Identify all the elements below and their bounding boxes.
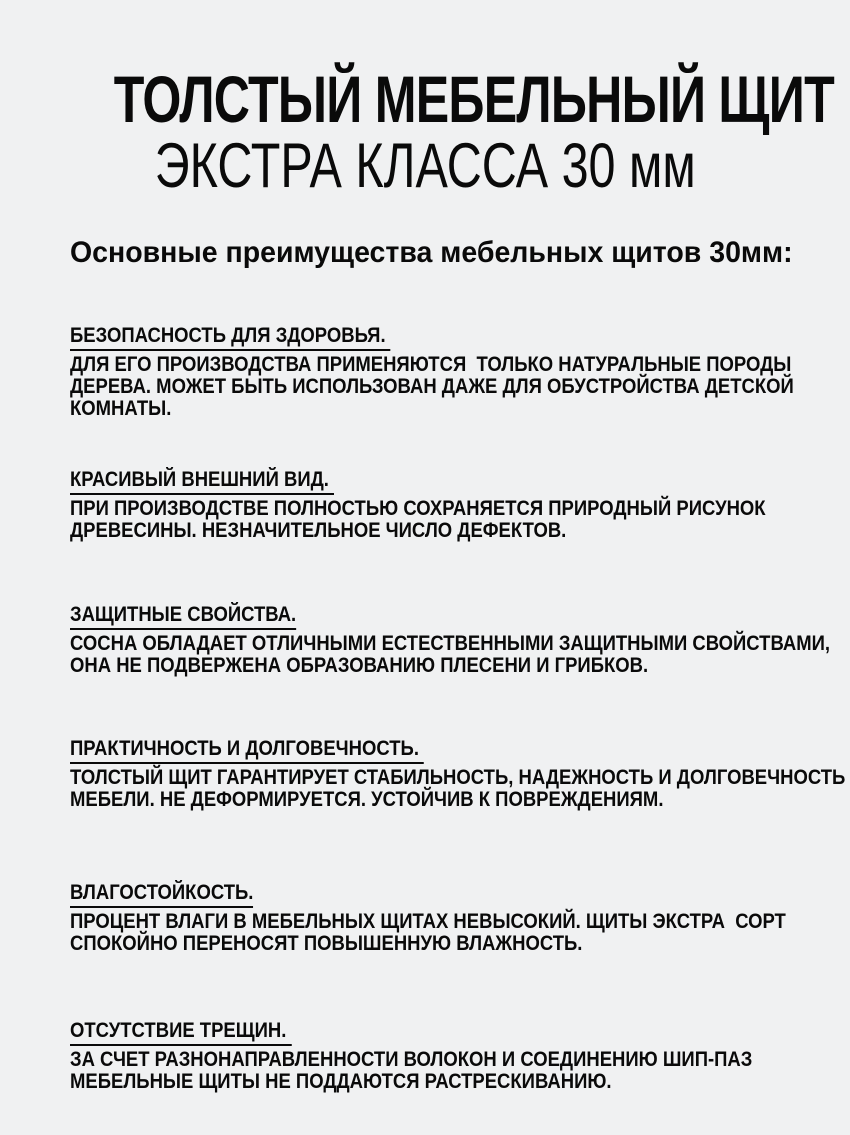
advantage-title: ВЛАГОСТОЙКОСТЬ. xyxy=(70,882,253,908)
advantage-text-line: СПОКОЙНО ПЕРЕНОСЯТ ПОВЫШЕННУЮ ВЛАЖНОСТЬ. xyxy=(70,932,583,955)
advantage-text-line: МЕБЕЛЬНЫЕ ЩИТЫ НЕ ПОДДАЮТСЯ РАСТРЕСКИВАНИЮ. xyxy=(70,1070,612,1093)
advantage-text-line: ПРИ ПРОИЗВОДСТВЕ ПОЛНОСТЬЮ СОХРАНЯЕТСЯ ПРИРОДНЫЙ РИСУНОК xyxy=(70,497,766,520)
advantage-text-line: ПРОЦЕНТ ВЛАГИ В МЕБЕЛЬНЫХ ЩИТАХ НЕВЫСОКИЙ. ЩИТЫ ЭКСТРА СОРТ xyxy=(70,910,786,933)
section-no-cracks xyxy=(70,1020,752,1093)
section-practicality-durability xyxy=(70,738,845,811)
advantage-text-line: ДРЕВЕСИНЫ. НЕЗНАЧИТЕЛЬНОЕ ЧИСЛО ДЕФЕКТОВ. xyxy=(70,519,567,542)
advantages-heading: Основные преимущества мебельных щитов 30мм: xyxy=(70,236,793,269)
advantage-title: ПРАКТИЧНОСТЬ И ДОЛГОВЕЧНОСТЬ. xyxy=(70,738,424,764)
advantage-text-line: ТОЛСТЫЙ ЩИТ ГАРАНТИРУЕТ СТАБИЛЬНОСТЬ, НАДЕЖНОСТЬ И ДОЛГОВЕЧНОСТЬ xyxy=(70,766,846,789)
advantage-text-line: ЗА СЧЕТ РАЗНОНАПРАВЛЕННОСТИ ВОЛОКОН И СОЕДИНЕНИЮ ШИП-ПАЗ xyxy=(70,1048,753,1071)
advantage-text-line: ОНА НЕ ПОДВЕРЖЕНА ОБРАЗОВАНИЮ ПЛЕСЕНИ И ГРИБКОВ. xyxy=(70,654,649,677)
page-subheader xyxy=(0,133,850,199)
page-header xyxy=(0,64,850,134)
section-health-safety xyxy=(70,325,794,420)
advantage-title: ЗАЩИТНЫЕ СВОЙСТВА. xyxy=(70,604,296,630)
advantage-text-line: СОСНА ОБЛАДАЕТ ОТЛИЧНЫМИ ЕСТЕСТВЕННЫМИ ЗАЩИТНЫМИ СВОЙСТВАМИ, xyxy=(70,632,831,655)
section-moisture-resistance xyxy=(70,882,786,955)
advantage-title: БЕЗОПАСНОСТЬ ДЛЯ ЗДОРОВЬЯ. xyxy=(70,325,391,351)
advantage-title: КРАСИВЫЙ ВНЕШНИЙ ВИД. xyxy=(70,469,334,495)
advantage-text-line: КОМНАТЫ. xyxy=(70,397,172,420)
page-title: ТОЛСТЫЙ МЕБЕЛЬНЫЙ ЩИТ xyxy=(113,62,834,136)
page-subtitle: ЭКСТРА КЛАССА 30 мм xyxy=(154,131,696,201)
advantage-text-line: МЕБЕЛИ. НЕ ДЕФОРМИРУЕТСЯ. УСТОЙЧИВ К ПОВРЕЖДЕНИЯМ. xyxy=(70,788,664,811)
section-protective-properties xyxy=(70,604,830,677)
advantage-text-line: ДЛЯ ЕГО ПРОИЗВОДСТВА ПРИМЕНЯЮТСЯ ТОЛЬКО НАТУРАЛЬНЫЕ ПОРОДЫ xyxy=(70,353,792,376)
section-appearance xyxy=(70,469,766,542)
advantage-text-line: ДЕРЕВА. МОЖЕТ БЫТЬ ИСПОЛЬЗОВАН ДАЖЕ ДЛЯ ОБУСТРОЙСТВА ДЕТСКОЙ xyxy=(70,375,794,398)
advantage-title: ОТСУТСТВИЕ ТРЕЩИН. xyxy=(70,1020,291,1046)
